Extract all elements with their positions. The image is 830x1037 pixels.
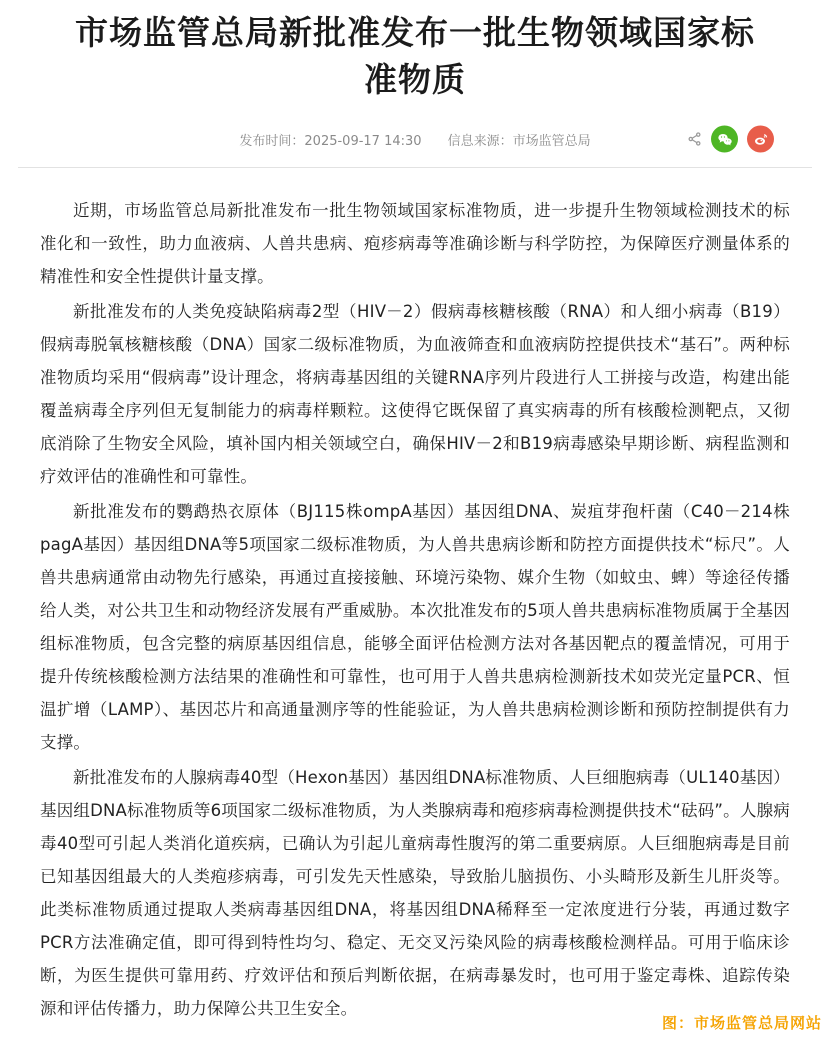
source-label: 信息来源：	[447, 133, 513, 149]
article-source	[448, 130, 591, 149]
article-meta-bar	[0, 130, 830, 149]
article-paragraph: 新批准发布的鹦鹉热衣原体（BJ115株ompA基因）基因组DNA、炭疽芽孢杆菌（C40－214株pagA基因）基因组DNA等5项国家二级标准物质，为人兽共患病诊断和防控方面提供技术“标尺”。人兽共患病通常由动物先行感染，再通过直接接触、环境污染物、媒介生物（如蚊虫、蜱）等途径传播给人类，对公共卫生和动物经济发展有严重威胁。本次批准发布的5项人兽共患病标准物质属于全基因组标准物质，包含完整的病原基因组信息，能够全面评估检测方法对各基因靶点的覆盖情况，可用于提升传统核酸检测方法结果的准确性和可靠性，也可用于人兽共患病检测新技术如荧光定量PCR、恒温扩增（LAMP）、基因芯片和高通量测序等的性能验证，为人兽共患病检测诊断和预防控制提供有力支撑。	[40, 501, 790, 752]
article-paragraph: 新批准发布的人类免疫缺陷病毒2型（HIV－2）假病毒核糖核酸（RNA）和人细小病毒（B19）假病毒脱氧核糖核酸（DNA）国家二级标准物质，为血液筛查和血液病防控提供技术“基石”。两种标准物质均采用“假病毒”设计理念，将病毒基因组的关键RNA序列片段进行人工拼接与改造，构建出能覆盖病毒全序列但无复制能力的病毒样颗粒。这使得它既保留了真实病毒的所有核酸检测靶点，又彻底消除了生物安全风险，填补国内相关领域空白，确保HIV－2和B19病毒感染早期诊断、病程监测和疗效评估的准确性和可靠性。	[40, 301, 790, 486]
article-body	[0, 168, 830, 1037]
source-value: 市场监管总局	[512, 133, 591, 149]
share-group	[687, 126, 774, 153]
wechat-icon[interactable]	[711, 126, 738, 153]
weibo-icon[interactable]	[747, 126, 774, 153]
share-icon[interactable]	[687, 132, 702, 147]
publish-time-label: 发布时间：	[239, 133, 305, 149]
source-watermark: 图：市场监管总局网站	[661, 1013, 822, 1032]
article-paragraph: 新批准发布的人腺病毒40型（Hexon基因）基因组DNA标准物质、人巨细胞病毒（UL140基因）基因组DNA标准物质等6项国家二级标准物质，为人类腺病毒和疱疹病毒检测提供技术“砝码”。人腺病毒40型可引起人类消化道疾病，已确认为引起儿童病毒性腹泻的第二重要病原。人巨细胞病毒是目前已知基因组最大的人类疱疹病毒，可引发先天性感染，导致胎儿脑损伤、小头畸形及新生儿肝炎等。此类标准物质通过提取人类病毒基因组DNA，将基因组DNA稀释至一定浓度进行分装，再通过数字PCR方法准确定值，即可得到特性均匀、稳定、无交叉污染风险的病毒核酸检测样品。可用于临床诊断，为医生提供可靠用药、疗效评估和预后判断依据，在病毒暴发时，也可用于鉴定毒株、追踪传染源和评估传播力，助力保障公共卫生安全。	[40, 767, 790, 1018]
publish-time	[239, 130, 421, 149]
article-paragraph: 近期，市场监管总局新批准发布一批生物领域国家标准物质，进一步提升生物领域检测技术的标准化和一致性，助力血液病、人兽共患病、疱疹病毒等准确诊断与科学防控，为保障医疗测量体系的精准性和安全性提供计量支撑。	[40, 200, 790, 286]
page-title: 市场监管总局新批准发布一批生物领域国家标准物质	[75, 13, 755, 99]
publish-time-value: 2025-09-17 14:30	[304, 133, 422, 149]
